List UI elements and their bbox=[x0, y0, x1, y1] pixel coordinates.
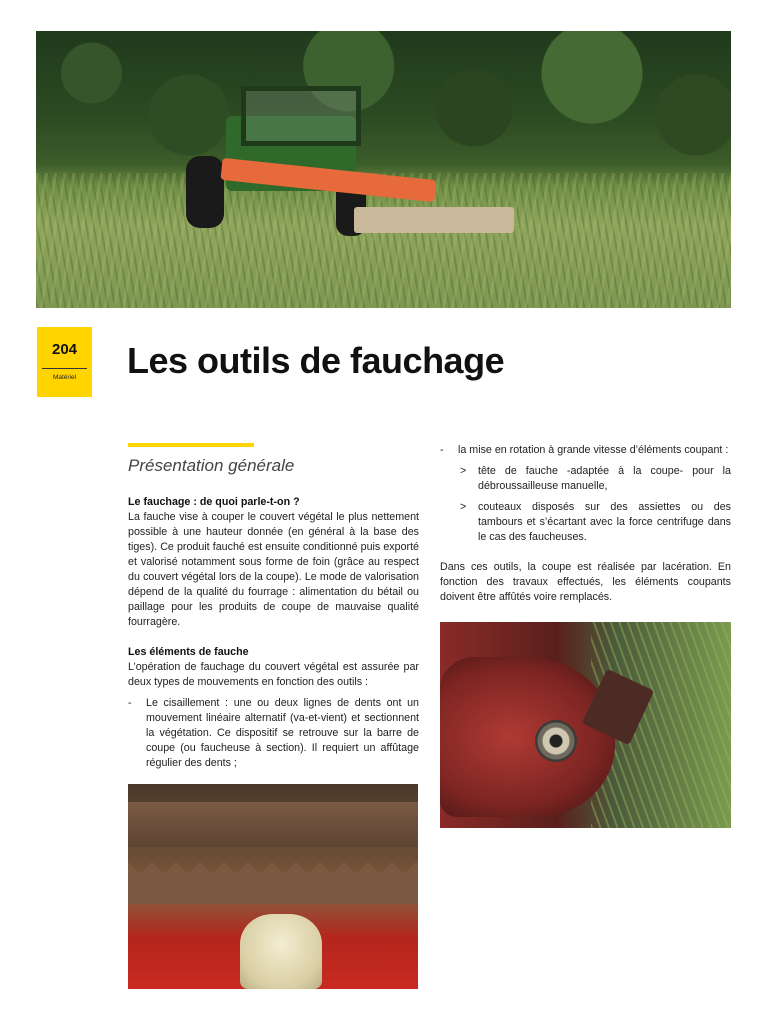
tractor-wheel bbox=[186, 156, 224, 228]
hedge-background bbox=[36, 31, 731, 171]
list-item bbox=[440, 443, 731, 458]
sub-list-marker: > bbox=[460, 465, 467, 477]
cutter-hub bbox=[240, 914, 322, 989]
left-column bbox=[128, 495, 419, 771]
sub-list-marker: > bbox=[460, 501, 467, 513]
tractor-mowing-photo bbox=[36, 31, 731, 308]
page-tab bbox=[37, 327, 92, 397]
page-section-label: Matériel bbox=[52, 374, 77, 381]
paragraph: Dans ces outils, la coupe est réalisée par lacération. En fonction des travaux effectués, les éléments coupants doivent être affûtés voire remplacés. bbox=[440, 561, 731, 603]
right-column bbox=[440, 443, 731, 605]
subheading: Les éléments de fauche bbox=[128, 646, 249, 658]
disc-bolt bbox=[535, 720, 577, 762]
sub-list-item-text: tête de fauche -adaptée à la coupe- pour la débroussailleuse manuelle, bbox=[478, 465, 731, 492]
sub-list-item bbox=[440, 500, 731, 545]
section-heading: Présentation générale bbox=[128, 456, 295, 475]
cutter-bar bbox=[128, 802, 418, 847]
mower-cutter-bar bbox=[354, 207, 514, 233]
cutter-bar-photo bbox=[128, 784, 418, 989]
sub-list-item bbox=[440, 464, 731, 494]
cutter-teeth bbox=[128, 844, 418, 904]
list-item-text: la mise en rotation à grande vitesse d’éléments coupant : bbox=[458, 444, 729, 456]
list-marker: - bbox=[440, 444, 444, 456]
paragraph: La fauche vise à couper le couvert végétal le plus nettement possible à une hauteur donnée (en général à la base des tiges). Ce produit fauché est ensuite conditionné puis exporté et valorisé notamment sous forme de foin (grâce au respect du couvert végétal lors de la coupe). Le mode de valorisation dépend de la qualité du fourrage : alimentation du bétail ou paillage pour les produits de coupe de mauvaise qualité fourragère. bbox=[128, 511, 419, 628]
sub-list-item-text: couteaux disposés sur des assiettes ou des tambours et s’écartant avec la force centrifuge dans le cas des faucheuses. bbox=[478, 501, 731, 543]
rotary-disc bbox=[440, 657, 615, 817]
list-item-text: Le cisaillement : une ou deux lignes de dents ont un mouvement linéaire alternatif (va-et-vient) et sectionnent la végétation. Ce dispositif se retrouve sur la barre de coupe (ou faucheuse à section). Il requiert un affûtage régulier des dents ; bbox=[146, 697, 419, 769]
page-number: 204 bbox=[51, 341, 78, 358]
page-title: Les outils de fauchage bbox=[127, 340, 505, 381]
list-marker: - bbox=[128, 697, 132, 709]
accent-rule bbox=[128, 443, 254, 447]
rotary-knife-photo bbox=[440, 622, 731, 828]
subheading: Le fauchage : de quoi parle-t-on ? bbox=[128, 496, 300, 508]
list-item bbox=[128, 696, 419, 771]
paragraph: L’opération de fauchage du couvert végétal est assurée par deux types de mouvements en fonction des outils : bbox=[128, 661, 419, 688]
page-tab-divider bbox=[42, 368, 87, 369]
tractor-cab bbox=[241, 86, 361, 146]
